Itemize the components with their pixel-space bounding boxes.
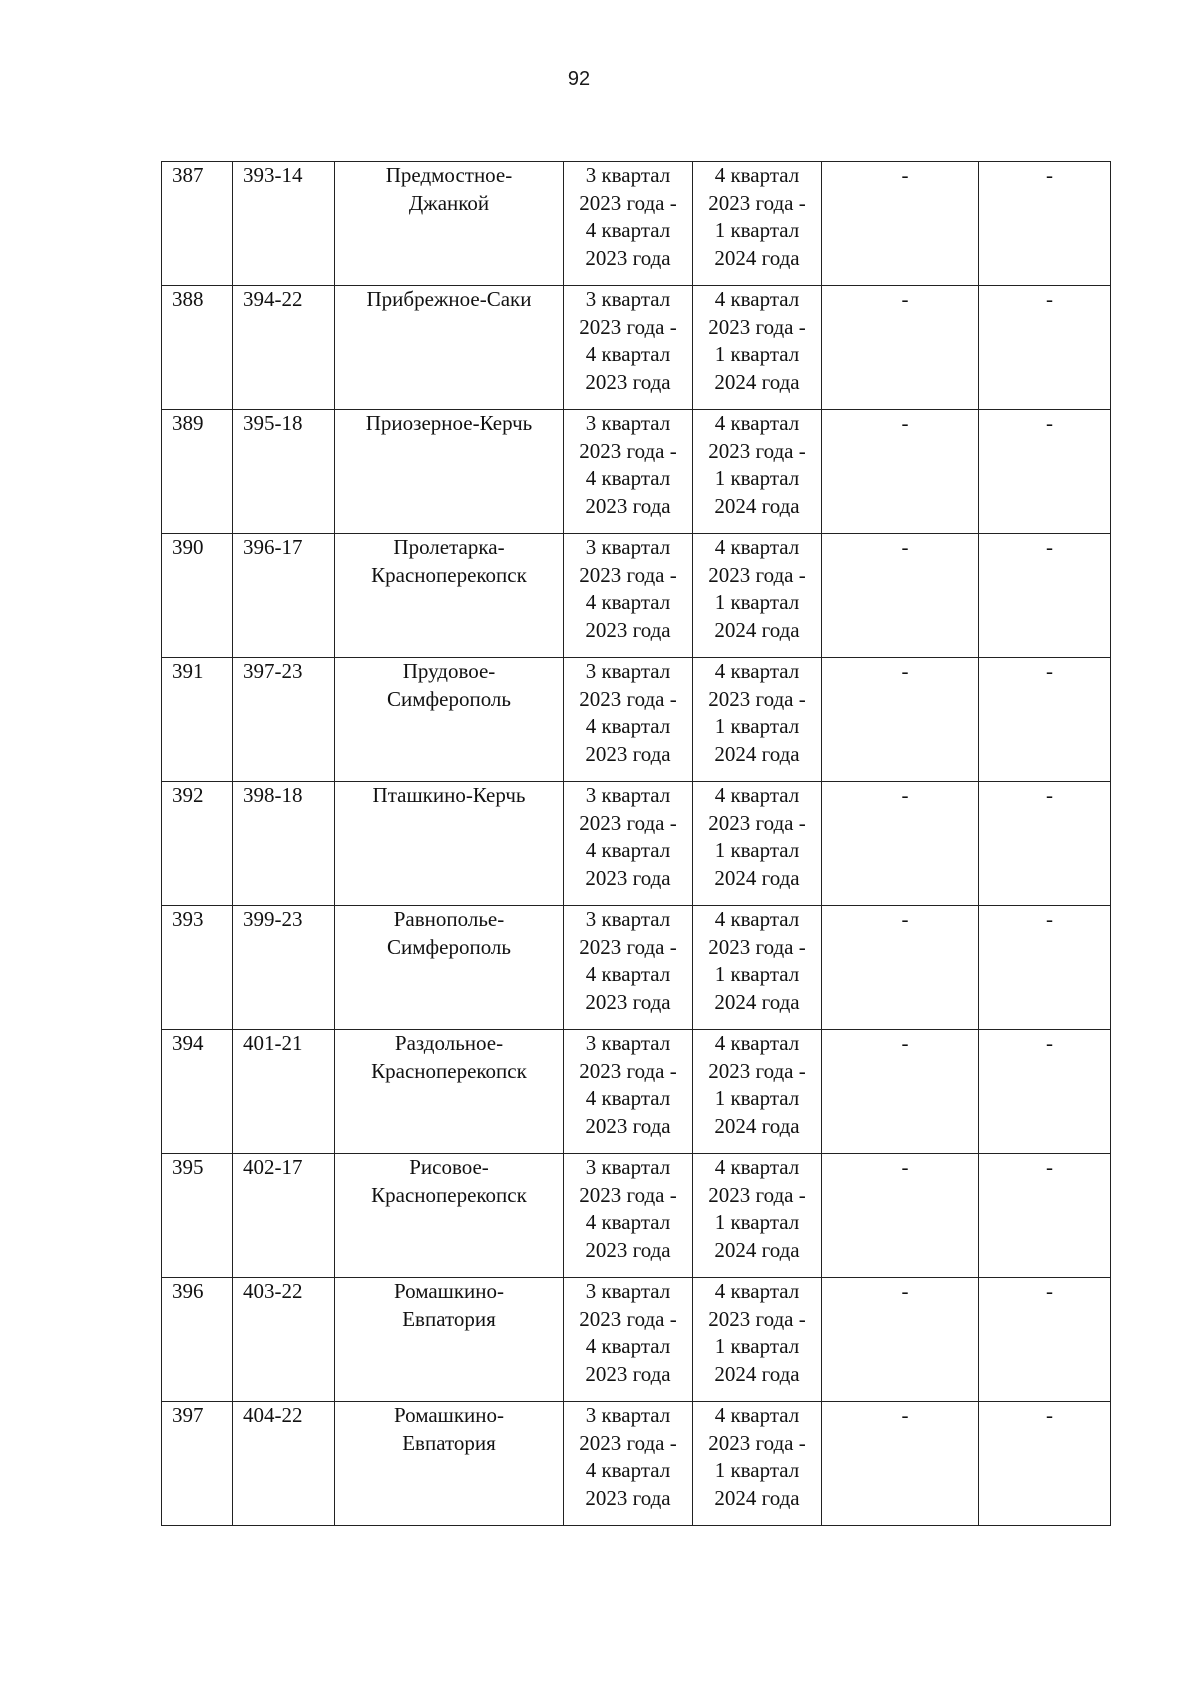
start-period-cell — [564, 410, 693, 534]
row-number: 394 — [172, 1031, 204, 1055]
row-number-cell — [162, 534, 233, 658]
start-period-cell — [564, 1030, 693, 1154]
start-period: 3 квартал 2023 года - 4 квартал 2023 года — [579, 163, 677, 270]
table-row — [162, 534, 1111, 658]
object-code: 404-22 — [243, 1403, 303, 1427]
start-period: 3 квартал 2023 года - 4 квартал 2023 года — [579, 411, 677, 518]
table-row — [162, 1278, 1111, 1402]
column-7-cell — [979, 1402, 1111, 1526]
end-period-cell — [693, 658, 822, 782]
column-7-cell — [979, 1030, 1111, 1154]
row-number-cell — [162, 782, 233, 906]
end-period: 4 квартал 2023 года - 1 квартал 2024 года — [708, 163, 806, 270]
start-period: 3 квартал 2023 года - 4 квартал 2023 года — [579, 287, 677, 394]
start-period: 3 квартал 2023 года - 4 квартал 2023 года — [579, 1403, 677, 1510]
column-7-value: - — [1046, 287, 1053, 311]
start-period: 3 квартал 2023 года - 4 квартал 2023 года — [579, 783, 677, 890]
row-number: 395 — [172, 1155, 204, 1179]
page-number: 92 — [567, 68, 591, 90]
column-6-cell — [822, 658, 979, 782]
column-7-value: - — [1046, 659, 1053, 683]
column-7-cell — [979, 534, 1111, 658]
table-row — [162, 410, 1111, 534]
object-name-cell — [335, 1278, 564, 1402]
table-row — [162, 1030, 1111, 1154]
column-6-value: - — [901, 783, 909, 807]
object-code: 398-18 — [243, 783, 303, 807]
row-number: 397 — [172, 1403, 204, 1427]
column-7-value: - — [1046, 1031, 1053, 1055]
end-period: 4 квартал 2023 года - 1 квартал 2024 года — [708, 659, 806, 766]
start-period-cell — [564, 782, 693, 906]
row-number-cell — [162, 1278, 233, 1402]
end-period-cell — [693, 906, 822, 1030]
start-period: 3 квартал 2023 года - 4 квартал 2023 года — [579, 907, 677, 1014]
column-6-value: - — [901, 907, 909, 931]
start-period-cell — [564, 534, 693, 658]
column-7-value: - — [1046, 1155, 1053, 1179]
column-6-value: - — [901, 535, 909, 559]
row-number: 392 — [172, 783, 204, 807]
object-name: Пролетарка- Красноперекопск — [371, 535, 527, 587]
start-period-cell — [564, 906, 693, 1030]
object-code-cell — [233, 782, 335, 906]
table-row — [162, 162, 1111, 286]
object-name: Ромашкино- Евпатория — [393, 1279, 505, 1331]
row-number: 393 — [172, 907, 204, 931]
table-row — [162, 286, 1111, 410]
end-period-cell — [693, 162, 822, 286]
object-code: 401-21 — [243, 1031, 303, 1055]
column-7-cell — [979, 658, 1111, 782]
column-7-cell — [979, 286, 1111, 410]
table-row — [162, 658, 1111, 782]
column-6-cell — [822, 1402, 979, 1526]
end-period-cell — [693, 1278, 822, 1402]
start-period-cell — [564, 658, 693, 782]
column-7-cell — [979, 1278, 1111, 1402]
start-period: 3 квартал 2023 года - 4 квартал 2023 года — [579, 659, 677, 766]
column-7-value: - — [1046, 783, 1053, 807]
object-name: Раздольное- Красноперекопск — [371, 1031, 527, 1083]
object-name-cell — [335, 1154, 564, 1278]
end-period-cell — [693, 782, 822, 906]
column-6-cell — [822, 534, 979, 658]
table-row — [162, 906, 1111, 1030]
end-period: 4 квартал 2023 года - 1 квартал 2024 года — [708, 1155, 806, 1262]
object-code-cell — [233, 906, 335, 1030]
end-period-cell — [693, 286, 822, 410]
start-period: 3 квартал 2023 года - 4 квартал 2023 года — [579, 1155, 677, 1262]
row-number: 389 — [172, 411, 204, 435]
object-code-cell — [233, 410, 335, 534]
start-period: 3 квартал 2023 года - 4 квартал 2023 года — [579, 1279, 677, 1386]
column-7-cell — [979, 162, 1111, 286]
object-name-cell — [335, 1402, 564, 1526]
column-7-value: - — [1046, 907, 1053, 931]
end-period: 4 квартал 2023 года - 1 квартал 2024 года — [708, 1031, 806, 1138]
column-6-cell — [822, 286, 979, 410]
object-code-cell — [233, 1278, 335, 1402]
object-name: Прудовое- Симферополь — [387, 659, 511, 711]
object-name: Пташкино-Керчь — [372, 783, 526, 807]
row-number: 387 — [172, 163, 204, 187]
object-name: Предмостное- Джанкой — [385, 163, 513, 215]
object-code: 403-22 — [243, 1279, 303, 1303]
object-name: Приозерное-Керчь — [365, 411, 533, 435]
object-code: 396-17 — [243, 535, 303, 559]
column-6-cell — [822, 1154, 979, 1278]
column-6-value: - — [901, 1279, 909, 1303]
end-period: 4 квартал 2023 года - 1 квартал 2024 года — [708, 907, 806, 1014]
object-name: Ромашкино- Евпатория — [393, 1403, 505, 1455]
start-period-cell — [564, 1278, 693, 1402]
end-period: 4 квартал 2023 года - 1 квартал 2024 года — [708, 411, 806, 518]
row-number-cell — [162, 286, 233, 410]
column-7-value: - — [1046, 535, 1053, 559]
schedule-table — [161, 161, 1111, 1526]
column-6-value: - — [901, 287, 909, 311]
end-period-cell — [693, 534, 822, 658]
start-period-cell — [564, 1154, 693, 1278]
object-code-cell — [233, 534, 335, 658]
object-name-cell — [335, 534, 564, 658]
object-code: 402-17 — [243, 1155, 303, 1179]
column-7-value: - — [1046, 1279, 1053, 1303]
column-7-cell — [979, 410, 1111, 534]
column-7-value: - — [1046, 163, 1053, 187]
column-7-value: - — [1046, 411, 1053, 435]
object-name: Прибрежное-Саки — [366, 287, 532, 311]
column-6-cell — [822, 410, 979, 534]
row-number-cell — [162, 410, 233, 534]
column-6-cell — [822, 1030, 979, 1154]
column-6-cell — [822, 782, 979, 906]
row-number-cell — [162, 658, 233, 782]
end-period: 4 квартал 2023 года - 1 квартал 2024 года — [708, 535, 806, 642]
object-name-cell — [335, 658, 564, 782]
row-number: 388 — [172, 287, 204, 311]
row-number-cell — [162, 162, 233, 286]
start-period-cell — [564, 286, 693, 410]
row-number: 390 — [172, 535, 204, 559]
start-period: 3 квартал 2023 года - 4 квартал 2023 года — [579, 1031, 677, 1138]
row-number-cell — [162, 906, 233, 1030]
column-6-value: - — [901, 1155, 909, 1179]
column-6-cell — [822, 162, 979, 286]
object-name-cell — [335, 906, 564, 1030]
end-period: 4 квартал 2023 года - 1 квартал 2024 года — [708, 287, 806, 394]
end-period-cell — [693, 410, 822, 534]
row-number-cell — [162, 1154, 233, 1278]
object-code-cell — [233, 286, 335, 410]
object-name-cell — [335, 286, 564, 410]
column-7-value: - — [1046, 1403, 1053, 1427]
column-7-cell — [979, 1154, 1111, 1278]
column-6-value: - — [901, 411, 909, 435]
table-row — [162, 1154, 1111, 1278]
column-6-cell — [822, 906, 979, 1030]
object-code: 399-23 — [243, 907, 303, 931]
object-code: 394-22 — [243, 287, 303, 311]
column-6-value: - — [901, 659, 909, 683]
end-period: 4 квартал 2023 года - 1 квартал 2024 года — [708, 1403, 806, 1510]
start-period-cell — [564, 162, 693, 286]
object-code: 395-18 — [243, 411, 303, 435]
column-7-cell — [979, 782, 1111, 906]
object-name-cell — [335, 782, 564, 906]
end-period: 4 квартал 2023 года - 1 квартал 2024 года — [708, 1279, 806, 1386]
object-code-cell — [233, 1154, 335, 1278]
object-code-cell — [233, 1402, 335, 1526]
schedule-table-body — [162, 162, 1111, 1526]
object-name-cell — [335, 410, 564, 534]
column-7-cell — [979, 906, 1111, 1030]
column-6-value: - — [901, 163, 909, 187]
end-period-cell — [693, 1154, 822, 1278]
table-row — [162, 782, 1111, 906]
object-name-cell — [335, 1030, 564, 1154]
end-period-cell — [693, 1402, 822, 1526]
end-period-cell — [693, 1030, 822, 1154]
start-period-cell — [564, 1402, 693, 1526]
object-code: 397-23 — [243, 659, 303, 683]
object-name: Рисовое- Красноперекопск — [371, 1155, 527, 1207]
object-name-cell — [335, 162, 564, 286]
row-number: 396 — [172, 1279, 204, 1303]
object-code-cell — [233, 162, 335, 286]
column-6-cell — [822, 1278, 979, 1402]
object-code-cell — [233, 1030, 335, 1154]
object-code: 393-14 — [243, 163, 303, 187]
end-period: 4 квартал 2023 года - 1 квартал 2024 года — [708, 783, 806, 890]
object-code-cell — [233, 658, 335, 782]
object-name: Равнополье- Симферополь — [387, 907, 511, 959]
row-number-cell — [162, 1030, 233, 1154]
column-6-value: - — [901, 1403, 909, 1427]
column-6-value: - — [901, 1031, 909, 1055]
row-number: 391 — [172, 659, 204, 683]
table-row — [162, 1402, 1111, 1526]
start-period: 3 квартал 2023 года - 4 квартал 2023 года — [579, 535, 677, 642]
row-number-cell — [162, 1402, 233, 1526]
